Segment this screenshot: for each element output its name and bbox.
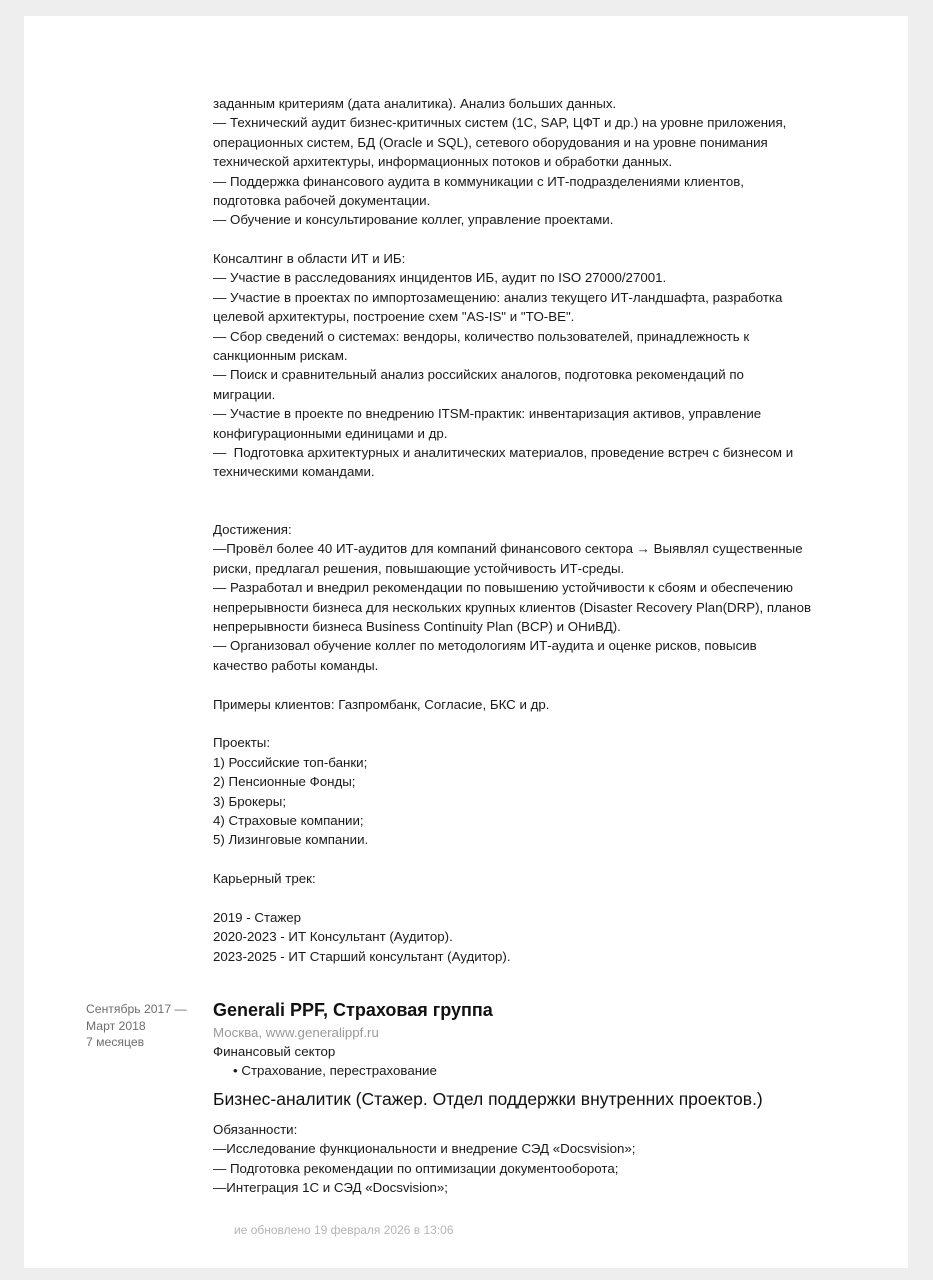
text-line: риски, предлагал решения, повышающие устойчивость ИТ-среды. (213, 560, 625, 576)
text-line: —Провёл более 40 ИТ-аудитов для компаний финансового сектора → Выявлял существенные (213, 541, 803, 557)
section-heading: Консалтинг в области ИТ и ИБ: (213, 251, 406, 266)
text-line: миграции. (213, 386, 276, 402)
achievements-section (213, 520, 853, 966)
text-line: — Поддержка финансового аудита в коммуникации с ИТ-подразделениями клиентов, (213, 173, 745, 189)
text-line: непрерывности бизнеса Business Continuity Plan (BCP) и ОНиВД). (213, 619, 621, 635)
text-line: техническими командами. (213, 464, 375, 480)
text-line: — Технический аудит бизнес-критичных систем (1С, SAP, ЦФТ и др.) на уровне приложения, (213, 115, 787, 131)
responsibilities-continued (213, 94, 853, 230)
text-line: — Участие в расследованиях инцидентов ИБ, аудит по ISO 27000/27001. (213, 270, 667, 286)
section-heading: Проекты: (213, 735, 271, 751)
text-line: операционных систем, БД (Oracle и SQL), сетевого оборудования и на уровне понимания (213, 134, 768, 150)
text-line: подготовка рабочей документации. (213, 193, 431, 209)
period-end: Март 2018 (86, 1018, 146, 1033)
section-heading: Обязанности: (213, 1122, 298, 1137)
consulting-section (213, 249, 853, 482)
list-item: 5) Лизинговые компании. (213, 832, 369, 848)
text-line: — Подготовка архитектурных и аналитических материалов, проведение встреч с бизнесом и (213, 445, 794, 461)
section-heading: Достижения: (213, 522, 292, 537)
period-start: Сентябрь 2017 — (86, 1002, 187, 1016)
job-period (86, 1001, 206, 1051)
text-line: — Разработал и внедрил рекомендации по повышению устойчивости к сбоям и обеспечению (213, 580, 793, 596)
text-line: — Сбор сведений о системах: вендоры, количество пользователей, принадлежность к (213, 328, 750, 344)
resume-page (24, 16, 908, 1268)
list-item: 4) Страховые компании; (213, 813, 364, 829)
company-location: Москва, www.generalippf.ru (213, 1025, 379, 1040)
job-duties (213, 1120, 853, 1198)
period-duration: 7 месяцев (86, 1035, 145, 1049)
list-item: 2023-2025 - ИТ Старший консультант (Аудитор). (213, 948, 511, 964)
text-line: заданным критериям (дата аналитика). Анализ больших данных. (213, 96, 617, 111)
company-subsector: • Страхование, перестрахование (233, 1063, 437, 1078)
list-item: 3) Брокеры; (213, 793, 287, 809)
text-line: — Организовал обучение коллег по методологиям ИТ-аудита и оценке рисков, повысив (213, 638, 757, 654)
text-line: — Поиск и сравнительный анализ российских аналогов, подготовка рекомендаций по (213, 367, 744, 383)
text-line: — Участие в проекте по внедрению ITSM-практик: инвентаризация активов, управление (213, 406, 762, 422)
text-line: технической архитектуры, информационных потоков и обработки данных. (213, 154, 673, 170)
clients-line: Примеры клиентов: Газпромбанк, Согласие, БКС и др. (213, 696, 550, 712)
list-item: 2) Пенсионные Фонды; (213, 774, 356, 790)
text-line: непрерывности бизнеса для нескольких крупных клиентов (Disaster Recovery Plan(DRP), планов (213, 599, 812, 615)
text-line: — Обучение и консультирование коллег, управление проектами. (213, 212, 614, 228)
text-line: санкционным рискам. (213, 348, 348, 364)
list-item: —Интеграция 1С и СЭД «Docsvision»; (213, 1180, 448, 1196)
list-item: 1) Российские топ-банки; (213, 754, 368, 770)
company-sector: Финансовый сектор (213, 1044, 336, 1059)
text-line: конфигурационными единицами и др. (213, 425, 448, 441)
company-name: Generali PPF, Страховая группа (213, 1000, 493, 1020)
last-updated: ие обновлено 19 февраля 2026 в 13:06 (234, 1223, 454, 1237)
list-item: —Исследование функциональности и внедрение СЭД «Docsvision»; (213, 1141, 636, 1157)
list-item: 2019 - Стажер (213, 910, 302, 926)
text-line: качество работы команды. (213, 657, 379, 673)
text-line: — Участие в проектах по импортозамещению: анализ текущего ИТ-ландшафта, разработка (213, 289, 783, 305)
list-item: — Подготовка рекомендации по оптимизации документооборота; (213, 1160, 619, 1176)
section-heading: Карьерный трек: (213, 871, 316, 887)
list-item: 2020-2023 - ИТ Консультант (Аудитор). (213, 929, 453, 945)
job-position: Бизнес-аналитик (Стажер. Отдел поддержки внутренних проектов.) (213, 1089, 763, 1109)
text-line: целевой архитектуры, построение схем "AS-IS" и "TO-BE". (213, 309, 575, 325)
